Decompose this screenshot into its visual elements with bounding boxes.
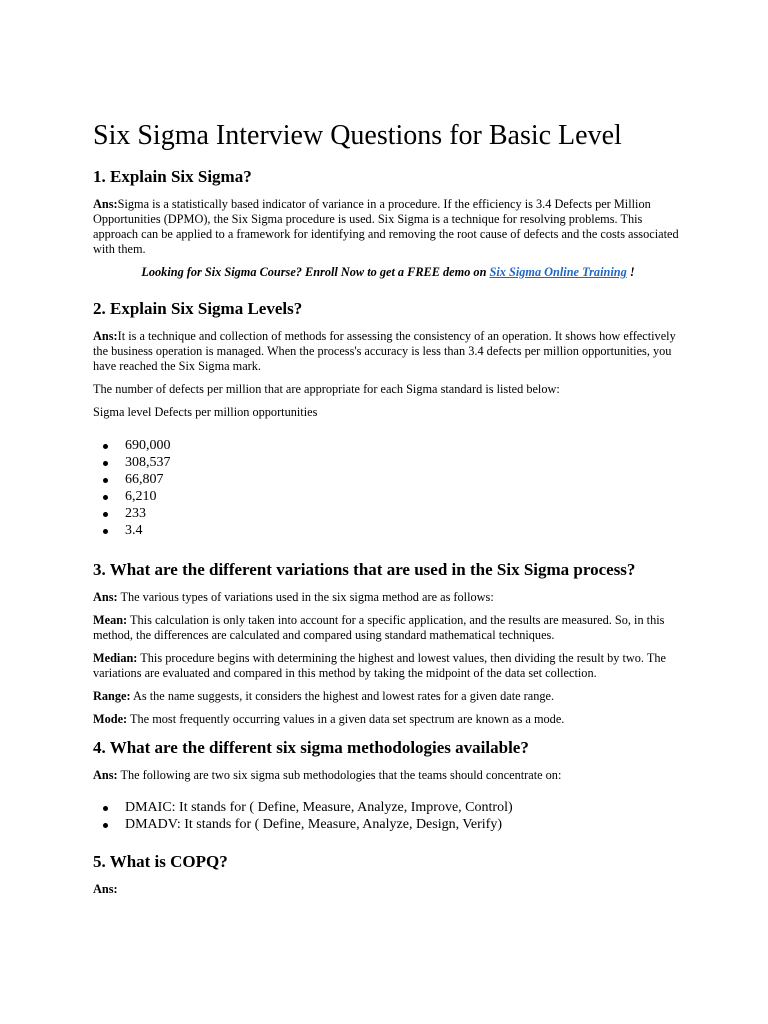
question-3-answer bbox=[93, 590, 683, 605]
answer-label: Ans: bbox=[93, 768, 118, 782]
mode-definition bbox=[93, 712, 683, 727]
answer-text: Sigma is a statistically based indicator of variance in a procedure. If the efficiency is 3.4 Defects per Million Opportunities (DPMO), the Six Sigma procedure is used. Six Sigma is a technique for resolving problems. This approach can be applied to a framework for identifying and removing the root cause of defects and the costs associated with them. bbox=[93, 197, 679, 256]
answer-label: Ans: bbox=[93, 329, 118, 343]
list-item: 233 bbox=[93, 505, 683, 522]
list-item: DMADV: It stands for ( Define, Measure, Analyze, Design, Verify) bbox=[93, 816, 683, 833]
sigma-table-header: Sigma level Defects per million opportunities bbox=[93, 405, 318, 419]
answer-text: The following are two six sigma sub methodologies that the teams should concentrate on: bbox=[120, 768, 562, 782]
answer-text: It is a technique and collection of methods for assessing the consistency of an operation. It shows how effectively the business operation is managed. When the process's accuracy is less than 3.4 defects per million opportunities, you have reached the Six Sigma mark. bbox=[93, 329, 676, 373]
list-item: DMAIC: It stands for ( Define, Measure, Analyze, Improve, Control) bbox=[93, 799, 683, 816]
range-label: Range: bbox=[93, 689, 131, 703]
methodologies-list bbox=[93, 799, 683, 833]
list-item: 308,537 bbox=[93, 454, 683, 471]
page-title: Six Sigma Interview Questions for Basic Level bbox=[93, 120, 622, 151]
range-definition bbox=[93, 689, 683, 704]
question-3-heading: 3. What are the different variations that are used in the Six Sigma process? bbox=[93, 560, 636, 579]
list-item: 6,210 bbox=[93, 488, 683, 505]
mean-label: Mean: bbox=[93, 613, 128, 627]
median-label: Median: bbox=[93, 651, 138, 665]
mode-label: Mode: bbox=[93, 712, 128, 726]
question-1-answer bbox=[93, 197, 683, 257]
answer-label: Ans: bbox=[93, 197, 118, 211]
sigma-levels-list bbox=[93, 437, 683, 539]
range-text: As the name suggests, it considers the highest and lowest rates for a given date range. bbox=[132, 689, 555, 703]
question-2-answer bbox=[93, 329, 683, 374]
question-2-heading: 2. Explain Six Sigma Levels? bbox=[93, 299, 303, 318]
question-5-answer bbox=[93, 882, 683, 897]
list-item: 66,807 bbox=[93, 471, 683, 488]
mode-text: The most frequently occurring values in a given data set spectrum are known as a mode. bbox=[130, 712, 565, 726]
median-definition bbox=[93, 651, 683, 681]
answer-label: Ans: bbox=[93, 590, 118, 604]
mean-definition bbox=[93, 613, 683, 643]
promo-text: Looking for Six Sigma Course? Enroll Now to get a FREE demo on bbox=[141, 265, 487, 279]
list-item: 3.4 bbox=[93, 522, 683, 539]
six-sigma-training-link[interactable]: Six Sigma Online Training bbox=[489, 265, 627, 279]
question-4-answer bbox=[93, 768, 683, 783]
question-5-heading: 5. What is COPQ? bbox=[93, 852, 228, 871]
median-text: This procedure begins with determining the highest and lowest values, then dividing the result by two. The variations are evaluated and compared in this method by taking the midpoint of the data set collection. bbox=[93, 651, 666, 680]
answer-text: The various types of variations used in the six sigma method are as follows: bbox=[120, 590, 494, 604]
question-1-heading: 1. Explain Six Sigma? bbox=[93, 167, 252, 186]
answer-label: Ans: bbox=[93, 882, 118, 896]
defects-intro: The number of defects per million that are appropriate for each Sigma standard is listed below: bbox=[93, 382, 560, 396]
list-item: 690,000 bbox=[93, 437, 683, 454]
promo-end: ! bbox=[629, 265, 635, 279]
document-content bbox=[93, 118, 683, 905]
course-promo bbox=[93, 265, 683, 280]
question-4-heading: 4. What are the different six sigma methodologies available? bbox=[93, 738, 529, 757]
mean-text: This calculation is only taken into account for a specific application, and the results are measured. So, in this method, the differences are calculated and compared using standard mathematical techniques. bbox=[93, 613, 665, 642]
